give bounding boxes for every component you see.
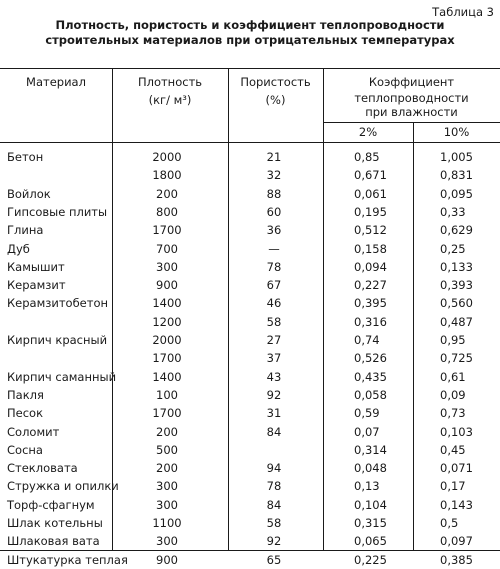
cell-density: 1800 <box>152 168 182 183</box>
cell-k10: 0,393 <box>440 278 473 293</box>
cell-density: 1700 <box>152 351 182 366</box>
header-coef-line-2: теплопроводности <box>354 91 469 105</box>
title-line-1: Плотность, пористость и коэффициент теплопроводности <box>55 18 445 32</box>
cell-k2: 0,07 <box>354 424 380 439</box>
cell-k2: 0,195 <box>354 204 387 219</box>
cell-porosity: 27 <box>266 333 282 347</box>
cell-k10: 0,725 <box>440 351 473 366</box>
cell-density: 300 <box>156 259 178 274</box>
cell-porosity: 88 <box>266 186 282 201</box>
header-density-line-1: Плотность <box>137 75 203 89</box>
cell-density: 200 <box>156 461 178 476</box>
cell-k10: 0,385 <box>440 552 473 567</box>
cell-k10: 0,097 <box>440 534 473 549</box>
cell-k10: 0,17 <box>440 479 466 494</box>
cell-k2: 0,316 <box>354 314 387 329</box>
cell-k2: 0,225 <box>354 552 387 567</box>
cell-porosity: 46 <box>266 296 282 311</box>
cell-k10: 0,143 <box>440 497 473 512</box>
cell-k10: 0,487 <box>440 314 473 329</box>
cell-material: Шлаковая вата <box>7 534 100 549</box>
cell-k10: 0,095 <box>440 186 473 201</box>
cell-density: 2000 <box>152 333 182 347</box>
cell-density: 900 <box>156 552 178 567</box>
header-porosity <box>228 75 323 107</box>
cell-material: Кирпич красный <box>7 333 108 347</box>
cell-porosity: 32 <box>266 168 282 183</box>
cell-k10: 0,071 <box>440 461 473 476</box>
cell-material: Керамзитобетон <box>7 296 109 311</box>
cell-k2: 0,315 <box>354 516 387 530</box>
cell-k10: 0,103 <box>440 424 473 439</box>
cell-density: 1400 <box>152 296 182 311</box>
cell-porosity: — <box>268 241 280 256</box>
cell-porosity: 67 <box>266 278 282 293</box>
cell-k10: 1,005 <box>440 150 473 164</box>
cell-material: Пакля <box>7 387 44 402</box>
cell-k2: 0,85 <box>354 150 380 164</box>
cell-porosity: 92 <box>266 387 282 402</box>
cell-k2: 0,395 <box>354 296 387 311</box>
cell-k10: 0,73 <box>440 406 466 421</box>
cell-k10: 0,45 <box>440 442 466 457</box>
cell-density: 1100 <box>152 516 182 530</box>
cell-material: Глина <box>7 223 44 238</box>
cell-density: 300 <box>156 479 178 494</box>
cell-density: 1700 <box>152 406 182 421</box>
cell-k10: 0,629 <box>440 223 473 238</box>
cell-k10: 0,133 <box>440 259 473 274</box>
cell-k2: 0,435 <box>354 369 387 384</box>
cell-density: 200 <box>156 186 178 201</box>
cell-k2: 0,59 <box>354 406 380 421</box>
header-humidity-10: 10% <box>443 125 470 139</box>
col-divider-4 <box>413 122 414 551</box>
header-coefficient <box>323 75 500 119</box>
cell-porosity: 92 <box>266 534 282 549</box>
cell-porosity: 60 <box>266 204 282 219</box>
cell-material: Песок <box>7 406 44 421</box>
cell-material: Стекловата <box>7 461 78 476</box>
cell-k10: 0,33 <box>440 204 466 219</box>
cell-k2: 0,058 <box>354 387 387 402</box>
cell-material: Гипсовые плиты <box>7 204 108 219</box>
cell-material: Бетон <box>7 150 44 164</box>
cell-density: 200 <box>156 424 178 439</box>
cell-material: Соломит <box>7 424 60 439</box>
cell-k2: 0,314 <box>354 442 387 457</box>
cell-k2: 0,74 <box>354 333 380 347</box>
cell-porosity: 31 <box>266 406 282 421</box>
cell-k2: 0,158 <box>354 241 387 256</box>
header-density-line-2: (кг/ м³) <box>148 93 192 107</box>
cell-porosity: 84 <box>266 497 282 512</box>
cell-density: 1700 <box>152 223 182 238</box>
cell-porosity: 58 <box>266 314 282 329</box>
cell-k2: 0,13 <box>354 479 380 494</box>
cell-density: 1200 <box>152 314 182 329</box>
rule-header-bottom <box>0 142 500 143</box>
rule-top <box>0 68 500 69</box>
cell-k2: 0,104 <box>354 497 387 512</box>
cell-k2: 0,671 <box>354 168 387 183</box>
cell-material: Стружка и опилки <box>7 479 119 494</box>
table-number: Таблица 3 <box>432 5 494 19</box>
cell-k2: 0,094 <box>354 259 387 274</box>
title-line-2: строительных материалов при отрицательных температурах <box>45 33 455 47</box>
cell-porosity <box>228 441 320 460</box>
cell-porosity: 65 <box>266 552 282 567</box>
header-material: Материал <box>26 75 86 89</box>
header-coef-line-3: при влажности <box>365 105 458 119</box>
cell-k10: 0,09 <box>440 387 466 402</box>
cell-density: 500 <box>156 442 178 457</box>
cell-density: 900 <box>156 278 178 293</box>
cell-k2: 0,526 <box>354 351 387 366</box>
header-coef-line-1: Коэффициент <box>368 75 455 89</box>
cell-density: 2000 <box>152 150 182 164</box>
cell-k10: 0,560 <box>440 296 473 311</box>
cell-density: 700 <box>156 241 178 256</box>
cell-k10: 0,61 <box>440 369 466 384</box>
cell-porosity: 84 <box>266 424 282 439</box>
cell-porosity: 37 <box>266 351 282 366</box>
cell-density: 300 <box>156 497 178 512</box>
header-porosity-line-2: (%) <box>265 93 286 107</box>
cell-porosity: 58 <box>266 516 282 530</box>
cell-density: 1400 <box>152 369 182 384</box>
cell-material: Кирпич саманный <box>7 369 117 384</box>
cell-material: Войлок <box>7 186 51 201</box>
cell-k10: 0,25 <box>440 241 466 256</box>
cell-material: Штукатурка теплая <box>7 552 128 567</box>
header-humidity-2: 2% <box>358 125 378 139</box>
cell-k2: 0,065 <box>354 534 387 549</box>
cell-porosity: 21 <box>266 150 282 164</box>
cell-porosity: 43 <box>266 369 282 384</box>
cell-k10: 0,5 <box>440 516 459 530</box>
cell-material: Шлак котельны <box>7 516 103 530</box>
cell-porosity: 78 <box>266 259 282 274</box>
cell-k2: 0,061 <box>354 186 387 201</box>
cell-density: 100 <box>156 387 178 402</box>
cell-k2: 0,512 <box>354 223 387 238</box>
cell-porosity: 94 <box>266 461 282 476</box>
cell-material: Камышит <box>7 259 65 274</box>
cell-density: 300 <box>156 534 178 549</box>
cell-material: Керамзит <box>7 278 66 293</box>
cell-k10: 0,831 <box>440 168 473 183</box>
cell-porosity: 36 <box>266 223 282 238</box>
rule-sub-header <box>323 122 500 123</box>
cell-material: Сосна <box>7 442 43 457</box>
cell-material: Торф-сфагнум <box>7 497 95 512</box>
header-density <box>112 75 228 107</box>
header-porosity-line-1: Пористость <box>240 75 311 89</box>
cell-k2: 0,227 <box>354 278 387 293</box>
cell-material: Дуб <box>7 241 30 256</box>
cell-k2: 0,048 <box>354 461 387 476</box>
cell-porosity: 78 <box>266 479 282 494</box>
col-divider-3 <box>323 68 324 551</box>
cell-k10: 0,95 <box>440 333 466 347</box>
cell-density: 800 <box>156 204 178 219</box>
